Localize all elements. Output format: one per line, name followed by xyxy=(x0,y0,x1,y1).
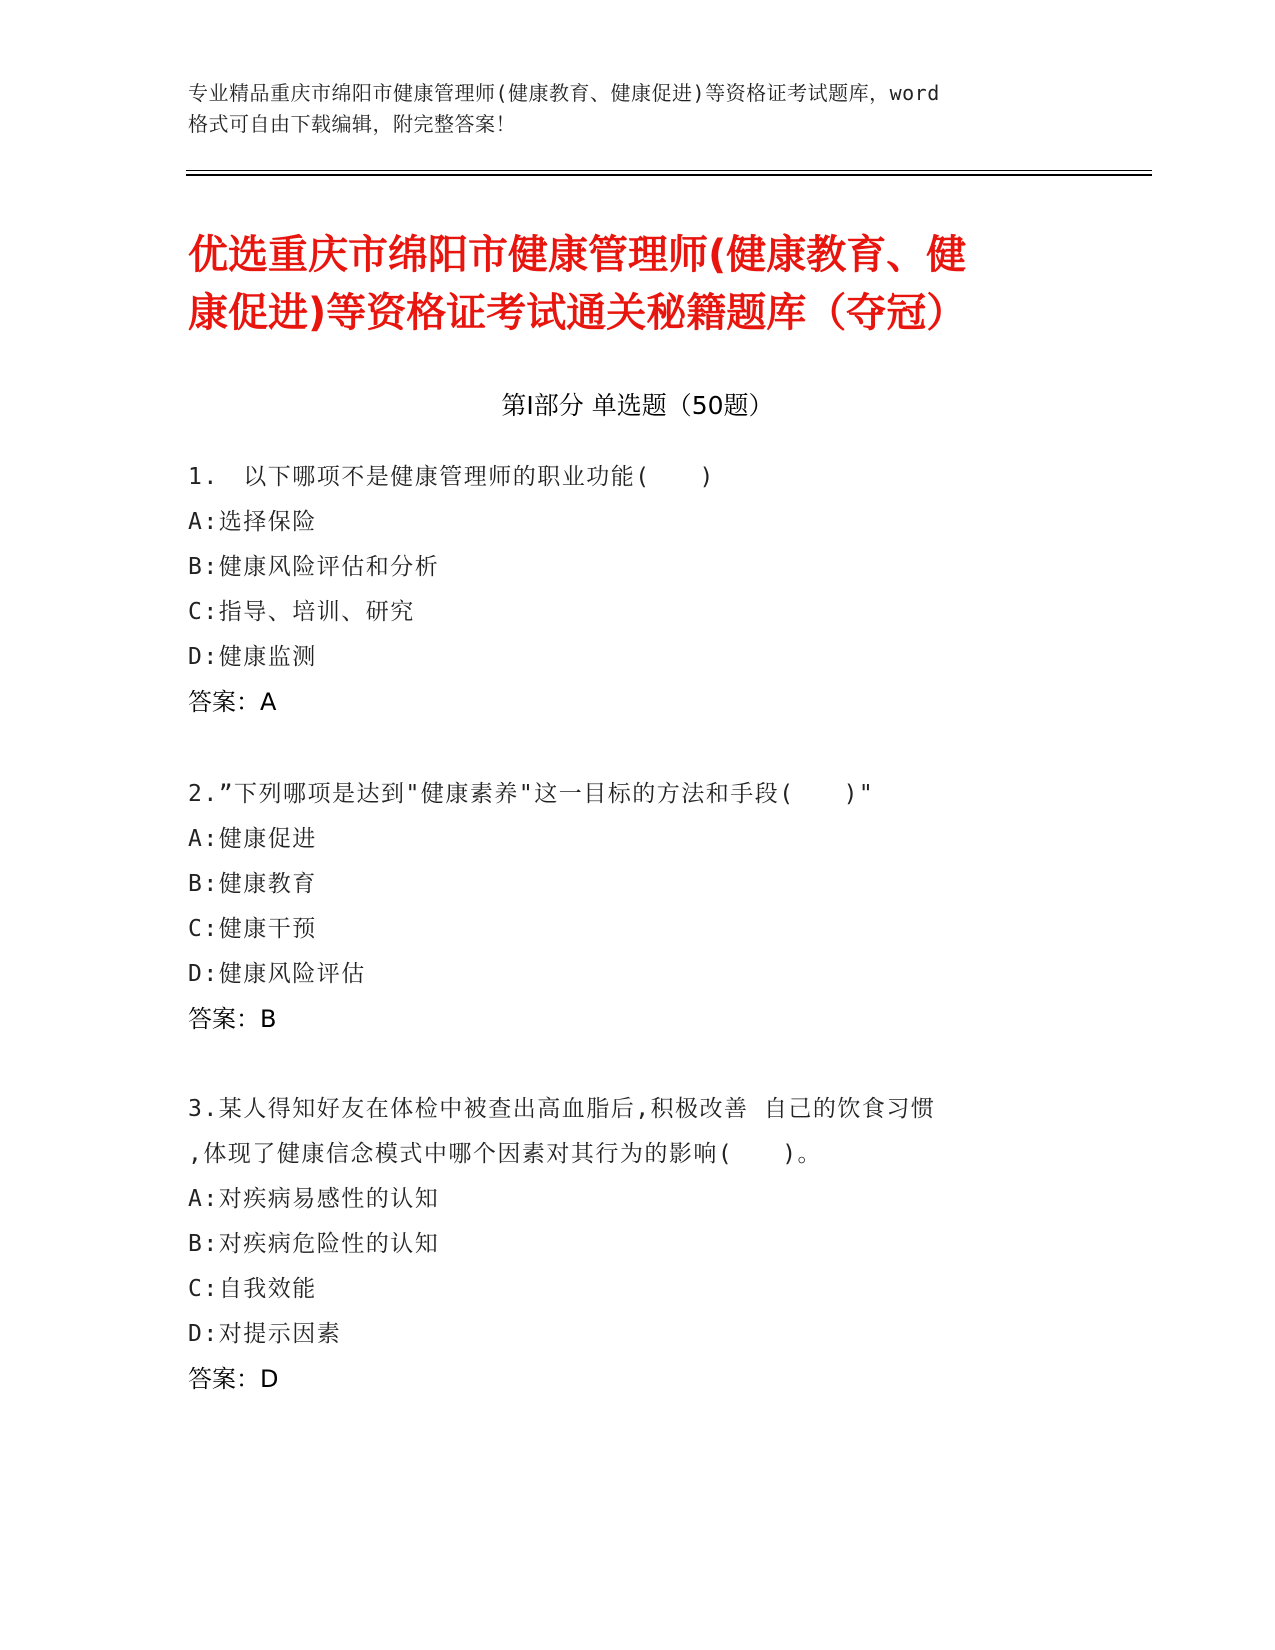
option-a: A:选择保险 xyxy=(188,509,317,535)
question-stem: 2.”下列哪项是达到"健康素养"这一目标的方法和手段( )" xyxy=(188,781,875,807)
header-rule-bottom xyxy=(186,174,1152,176)
question-1 xyxy=(188,455,1088,725)
document-title-line2: 康促进)等资格证考试通关秘籍题库（夺冠） xyxy=(188,290,967,336)
header-note-line2: 格式可自由下载编辑，附完整答案！ xyxy=(188,112,516,136)
option-b: B:健康教育 xyxy=(188,871,317,897)
option-d: D:对提示因素 xyxy=(188,1321,342,1347)
option-c: C:自我效能 xyxy=(188,1276,317,1302)
header-note xyxy=(188,78,1088,140)
header-note-line1: 专业精品重庆市绵阳市健康管理师(健康教育、健康促进)等资格证考试题库，word xyxy=(188,81,940,105)
question-3 xyxy=(188,1087,1088,1402)
option-c: C:指导、培训、研究 xyxy=(188,599,415,625)
question-stem: 1. 以下哪项不是健康管理师的职业功能( ) xyxy=(188,464,715,490)
option-b: B:对疾病危险性的认知 xyxy=(188,1231,440,1257)
option-d: D:健康监测 xyxy=(188,644,317,670)
section-title: 第Ⅰ部分 单选题（50题） xyxy=(501,391,774,420)
option-c: C:健康干预 xyxy=(188,916,317,942)
document-title xyxy=(188,226,1128,342)
header-rule-top xyxy=(186,170,1152,171)
option-b: B:健康风险评估和分析 xyxy=(188,554,440,580)
question-stem-line2: ,体现了健康信念模式中哪个因素对其行为的影响( )。 xyxy=(188,1141,823,1167)
option-a: A:对疾病易感性的认知 xyxy=(188,1186,440,1212)
option-a: A:健康促进 xyxy=(188,826,317,852)
answer-label: 答案：B xyxy=(188,1005,277,1033)
question-stem-line1: 3.某人得知好友在体检中被查出高血脂后,积极改善 自己的饮食习惯 xyxy=(188,1096,936,1122)
answer-label: 答案：D xyxy=(188,1365,279,1393)
question-2 xyxy=(188,772,1088,1042)
answer-label: 答案：A xyxy=(188,688,277,716)
option-d: D:健康风险评估 xyxy=(188,961,366,987)
document-title-line1: 优选重庆市绵阳市健康管理师(健康教育、健 xyxy=(188,232,967,278)
